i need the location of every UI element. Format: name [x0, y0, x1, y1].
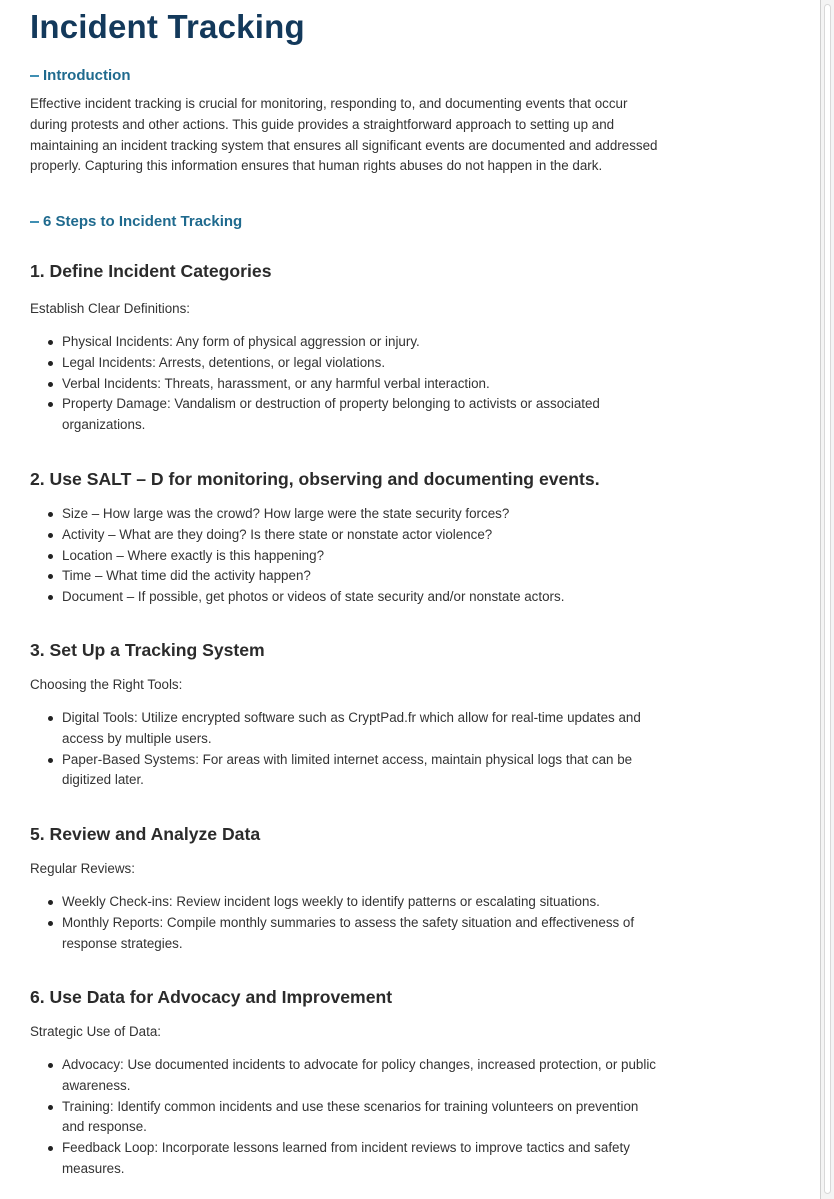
section-lead: Regular Reviews:: [30, 861, 135, 876]
bullet-list: [30, 1055, 660, 1180]
list-item: Property Damage: Vandalism or destruction of property belonging to activists or associated organizations.: [30, 394, 660, 436]
list-item: Document – If possible, get photos or videos of state security and/or nonstate actors.: [30, 587, 660, 608]
list-item: Verbal Incidents: Threats, harassment, or any harmful verbal interaction.: [30, 374, 660, 395]
bullet-icon: [48, 1146, 53, 1151]
list-item: Location – Where exactly is this happening?: [30, 546, 660, 567]
section-heading: 1. Define Incident Categories: [30, 261, 272, 281]
collapse-dash-icon: [30, 221, 39, 223]
bullet-icon: [48, 533, 53, 538]
bullet-icon: [48, 554, 53, 559]
section-lead: Establish Clear Definitions:: [30, 301, 191, 316]
bullet-icon: [48, 361, 53, 366]
list-item: Legal Incidents: Arrests, detentions, or legal violations.: [30, 353, 660, 374]
bullet-list: [30, 892, 660, 954]
list-item: Feedback Loop: Incorporate lessons learned from incident reviews to improve tactics and safety measures.: [30, 1138, 660, 1180]
bullet-icon: [48, 574, 53, 579]
bullet-icon: [48, 716, 53, 721]
introduction-toggle[interactable]: [30, 67, 130, 84]
steps-heading: 6 Steps to Incident Tracking: [43, 213, 243, 230]
section-heading: 2. Use SALT – D for monitoring, observing and documenting events.: [30, 469, 600, 489]
bullet-icon: [48, 595, 53, 600]
bullet-list: [30, 708, 660, 791]
bullet-icon: [48, 1063, 53, 1068]
bullet-list: [30, 504, 660, 608]
bullet-icon: [48, 512, 53, 517]
list-item: Advocacy: Use documented incidents to advocate for policy changes, increased protection, or public awareness.: [30, 1055, 660, 1097]
bullet-icon: [48, 382, 53, 387]
list-item: Monthly Reports: Compile monthly summaries to assess the safety situation and effectiveness of response strategies.: [30, 913, 660, 955]
section-lead: Strategic Use of Data:: [30, 1024, 161, 1039]
page-title: Incident Tracking: [30, 8, 305, 45]
list-item: Size – How large was the crowd? How large were the state security forces?: [30, 504, 660, 525]
list-item: Physical Incidents: Any form of physical aggression or injury.: [30, 332, 660, 353]
vertical-scrollbar[interactable]: [820, 0, 834, 1199]
section-heading: 6. Use Data for Advocacy and Improvement: [30, 987, 393, 1007]
bullet-icon: [48, 758, 53, 763]
list-item: Activity – What are they doing? Is there state or nonstate actor violence?: [30, 525, 660, 546]
bullet-icon: [48, 1105, 53, 1110]
collapse-dash-icon: [30, 75, 39, 77]
bullet-icon: [48, 340, 53, 345]
scrollbar-thumb[interactable]: [824, 4, 831, 1194]
list-item: Time – What time did the activity happen?: [30, 566, 660, 587]
list-item: Paper-Based Systems: For areas with limited internet access, maintain physical logs that can be digitized later.: [30, 750, 660, 792]
list-item: Training: Identify common incidents and use these scenarios for training volunteers on prevention and response.: [30, 1097, 660, 1139]
introduction-text: Effective incident tracking is crucial for monitoring, responding to, and documenting events that occur during protests and other actions. This guide provides a straightforward approach to setting up and maintaining an incident tracking system that ensures all significant events are documented and addressed properly. Capturing this information ensures that human rights abuses do not happen in the dark.: [30, 96, 658, 174]
introduction-heading: Introduction: [43, 67, 131, 84]
bullet-icon: [48, 900, 53, 905]
section-heading: 5. Review and Analyze Data: [30, 824, 261, 844]
list-item: Digital Tools: Utilize encrypted software such as CryptPad.fr which allow for real-time updates and access by multiple users.: [30, 708, 660, 750]
bullet-list: [30, 332, 660, 436]
bullet-icon: [48, 921, 53, 926]
steps-toggle[interactable]: [30, 213, 242, 230]
bullet-icon: [48, 402, 53, 407]
list-item: Weekly Check-ins: Review incident logs weekly to identify patterns or escalating situations.: [30, 892, 660, 913]
section-heading: 3. Set Up a Tracking System: [30, 640, 265, 660]
section-lead: Choosing the Right Tools:: [30, 677, 183, 692]
